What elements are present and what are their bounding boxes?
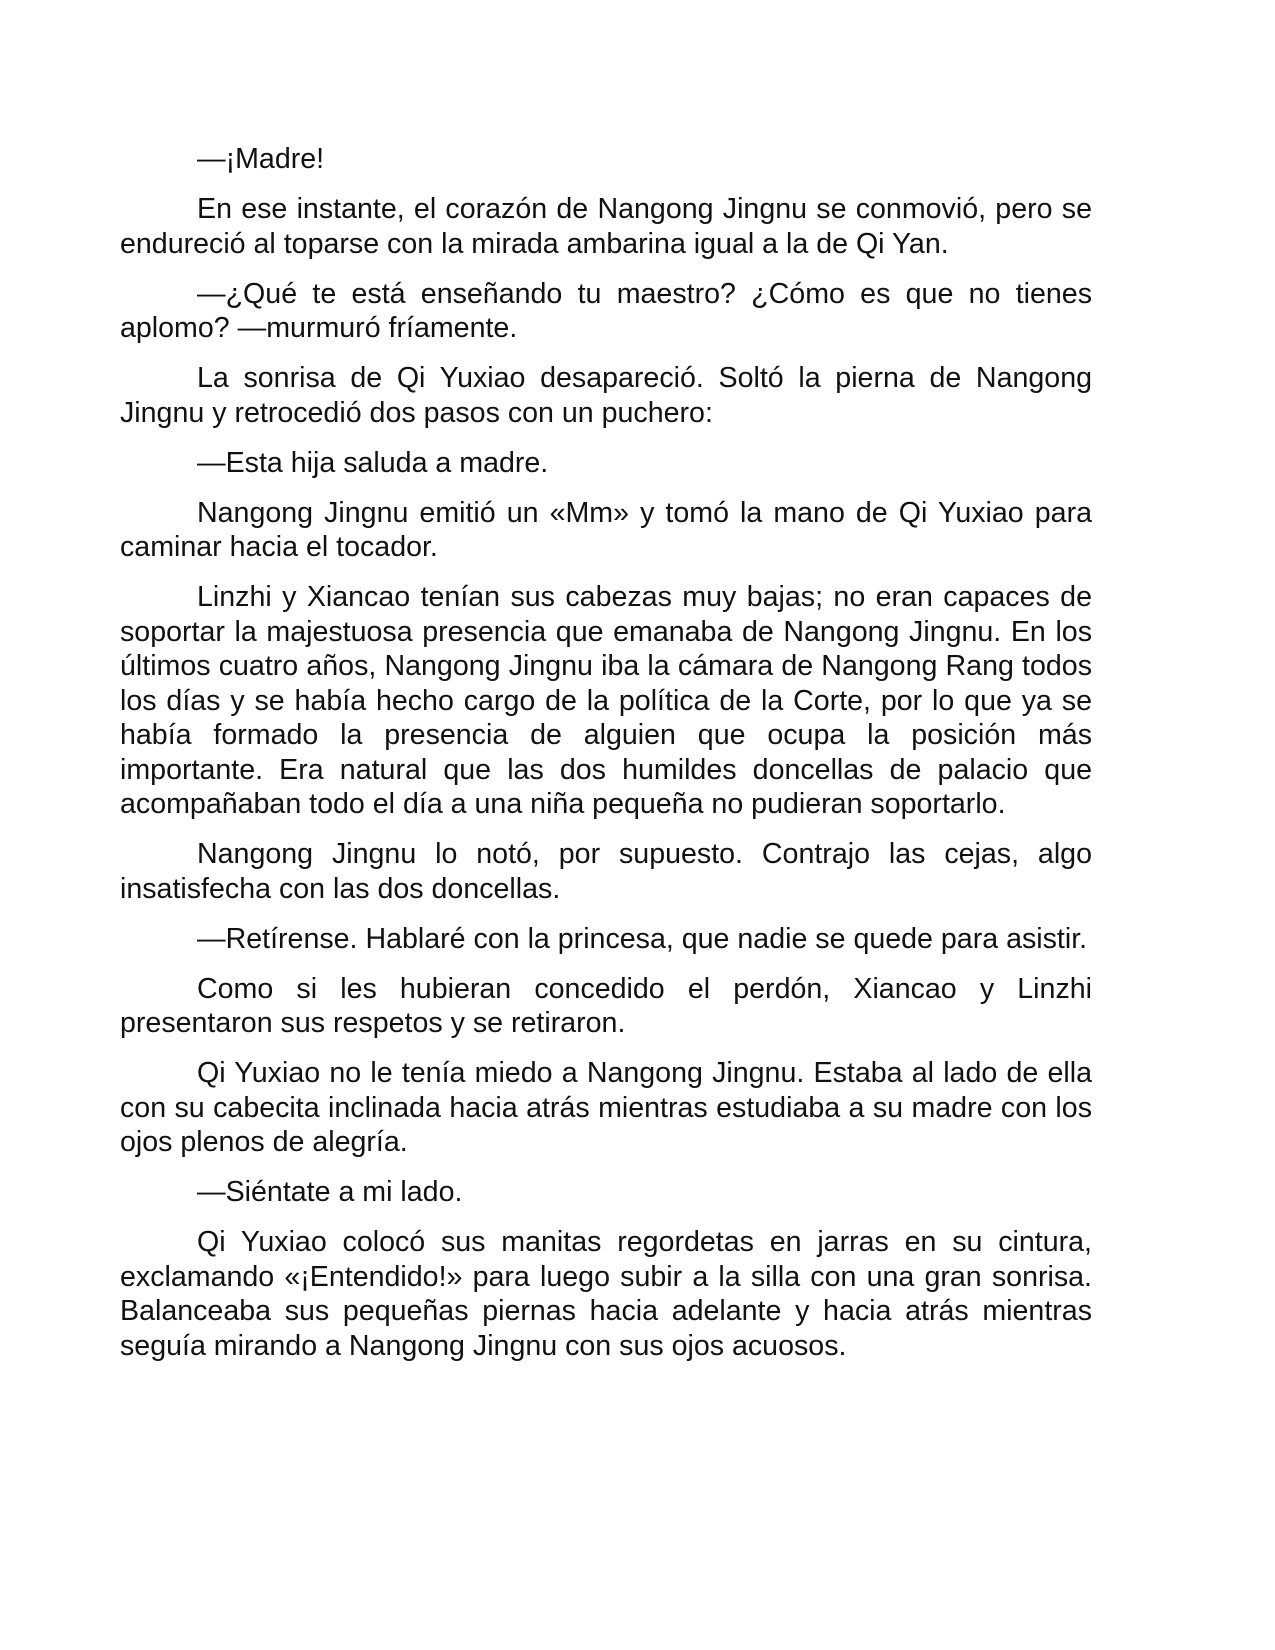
paragraph: —Siéntate a mi lado. [197,1176,463,1208]
paragraph: Como si les hubieran concedido el perdón, Xiancao y Linzhi presentaron sus respetos y se retiraron. [120,972,1092,1039]
paragraph: Qi Yuxiao colocó sus manitas regordetas en jarras en su cintura, exclamando «¡Entendido!» para luego subir a la silla con una gran sonrisa. Balanceaba sus pequeñas piernas hacia adelante y hacia atrás mientras seguía mirando a Nangong Jingnu con sus ojos acuosos. [120,1226,1092,1362]
document-body [120,142,1092,1379]
paragraph: En ese instante, el corazón de Nangong Jingnu se conmovió, pero se endureció al toparse con la mirada ambarina igual a la de Qi Yan. [120,193,1092,260]
paragraph: —Esta hija saluda a madre. [197,446,549,479]
paragraph: La sonrisa de Qi Yuxiao desapareció. Soltó la pierna de Nangong Jingnu y retrocedió dos pasos con un puchero: [120,362,1092,429]
paragraph: Linzhi y Xiancao tenían sus cabezas muy bajas; no eran capaces de soportar la majestuosa presencia que emanaba de Nangong Jingnu. En los últimos cuatro años, Nangong Jingnu iba la cámara de Nangong Rang todos los días y se había hecho cargo de la política de la Corte, por lo que ya se había formado la presencia de alguien que ocupa la posición más importante. Era natural que las dos humildes doncellas de palacio que acompañaban todo el día a una niña pequeña no pudieran soportarlo. [120,581,1092,820]
paragraph: Nangong Jingnu lo notó, por supuesto. Contrajo las cejas, algo insatisfecha con las dos doncellas. [120,838,1092,905]
paragraph: Qi Yuxiao no le tenía miedo a Nangong Jingnu. Estaba al lado de ella con su cabecita inclinada hacia atrás mientras estudiaba a su madre con los ojos plenos de alegría. [120,1057,1092,1158]
paragraph: —¿Qué te está enseñando tu maestro? ¿Cómo es que no tienes aplomo? —murmuró fríamente. [120,277,1092,344]
paragraph: Nangong Jingnu emitió un «Mm» y tomó la mano de Qi Yuxiao para caminar hacia el tocador. [120,496,1092,563]
paragraph: —¡Madre! [197,143,325,175]
paragraph: —Retírense. Hablaré con la princesa, que nadie se quede para asistir. [197,922,1088,955]
